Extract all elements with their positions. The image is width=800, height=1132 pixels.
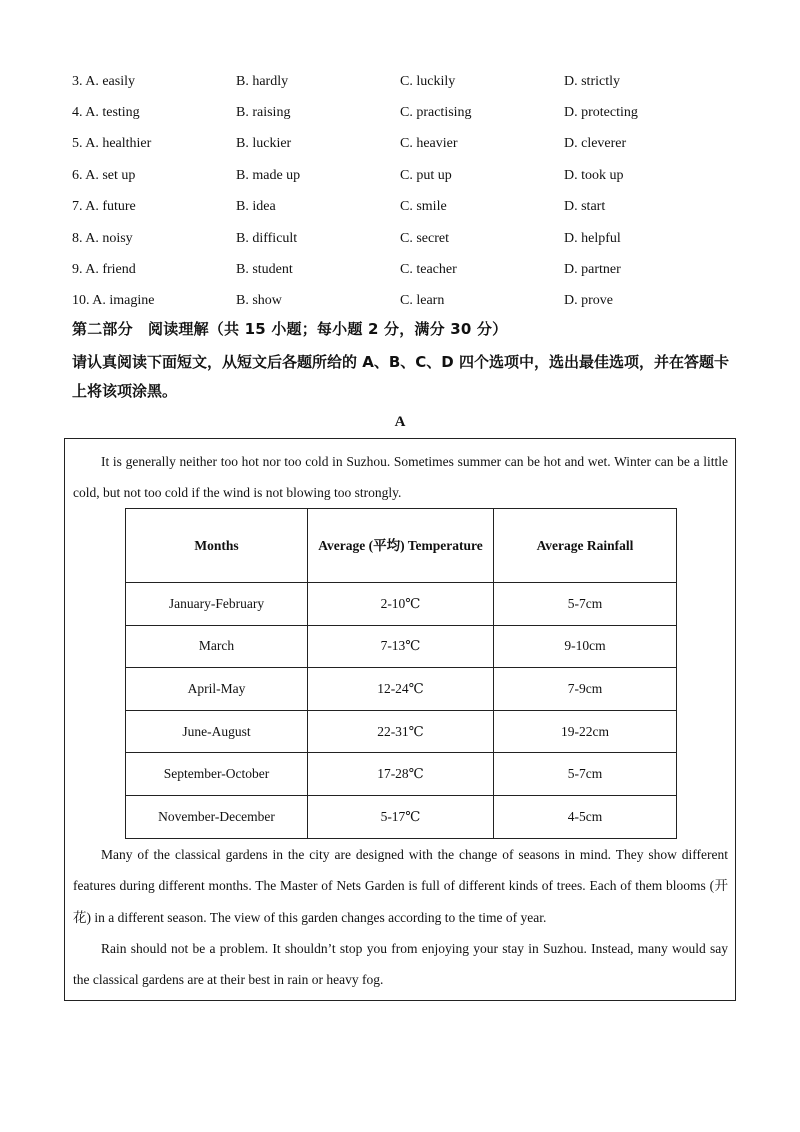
table-cell: June-August <box>126 710 308 753</box>
table-cell: 5-7cm <box>494 753 677 796</box>
table-row <box>126 625 677 668</box>
option: C. learn <box>400 293 445 309</box>
table-header: Months <box>126 509 308 583</box>
passage-paragraph: Many of the classical gardens in the city are designed with the change of seasons in mind. They show different features during different months. The Master of Nets Garden is full of different kinds of trees. Each of them blooms (开花) in a different season. The view of this garden changes according to the time of year. <box>73 847 728 925</box>
option: D. strictly <box>564 73 620 89</box>
table-cell: November-December <box>126 795 308 838</box>
table-cell: 5-17℃ <box>308 795 494 838</box>
option: D. partner <box>564 262 621 278</box>
option: C. heavier <box>400 136 458 152</box>
table-cell: 19-22cm <box>494 710 677 753</box>
table-cell: 22-31℃ <box>308 710 494 753</box>
option-row <box>72 254 752 285</box>
passage-box <box>64 438 736 1001</box>
option-row <box>72 223 752 254</box>
option: B. luckier <box>236 136 292 152</box>
section-instructions: 请认真阅读下面短文，从短文后各题所给的 A、B、C、D 四个选项中，选出最佳选项，并在答题卡上将该项涂黑。 <box>72 353 729 400</box>
option: B. student <box>236 262 293 278</box>
table-cell: 17-28℃ <box>308 753 494 796</box>
table-cell: 5-7cm <box>494 583 677 626</box>
table-cell: 2-10℃ <box>308 583 494 626</box>
option: B. hardly <box>236 73 289 89</box>
climate-table <box>125 508 677 839</box>
table-row <box>126 668 677 711</box>
passage-paragraph: Rain should not be a problem. It shouldn’t stop you from enjoying your stay in Suzhou. Instead, many would say the classical gardens are at their best in rain or heavy fog. <box>73 941 728 988</box>
table-cell: 9-10cm <box>494 625 677 668</box>
table-cell: January-February <box>126 583 308 626</box>
option: D. helpful <box>564 230 621 246</box>
option: D. cleverer <box>564 136 627 152</box>
table-header-row <box>126 509 677 583</box>
table-cell: 7-9cm <box>494 668 677 711</box>
option: D. protecting <box>564 105 638 121</box>
option-row <box>72 192 752 223</box>
table-row <box>126 710 677 753</box>
option: C. teacher <box>400 262 457 278</box>
table-cell: 7-13℃ <box>308 625 494 668</box>
option-row <box>72 286 752 317</box>
table-row <box>126 753 677 796</box>
option: D. prove <box>564 293 613 309</box>
option: 8. A. noisy <box>72 230 133 246</box>
table-row <box>126 795 677 838</box>
option: C. practising <box>400 105 472 121</box>
option: 9. A. friend <box>72 262 136 278</box>
table-cell: April-May <box>126 668 308 711</box>
answer-options <box>72 66 752 317</box>
table-cell: 4-5cm <box>494 795 677 838</box>
option: B. made up <box>236 167 301 183</box>
table-cell: September-October <box>126 753 308 796</box>
option: 3. A. easily <box>72 73 135 89</box>
table-row <box>126 583 677 626</box>
option: 10. A. imagine <box>72 293 155 309</box>
option: C. put up <box>400 167 452 183</box>
option-row <box>72 97 752 128</box>
option-row <box>72 66 752 97</box>
option: D. took up <box>564 167 624 183</box>
table-header: Average Rainfall <box>494 509 677 583</box>
table-cell: 12-24℃ <box>308 668 494 711</box>
passage-paragraph: It is generally neither too hot nor too cold in Suzhou. Sometimes summer can be hot and wet. Winter can be a little cold, but not too cold if the wind is not blowing too strongly. <box>73 454 728 501</box>
option-row <box>72 160 752 191</box>
table-header: Average (平均) Temperature <box>308 509 494 583</box>
option: B. raising <box>236 105 291 121</box>
option: 6. A. set up <box>72 167 136 183</box>
passage-label: A <box>394 414 406 430</box>
option: C. smile <box>400 199 447 215</box>
option: 7. A. future <box>72 199 136 215</box>
option: B. idea <box>236 199 276 215</box>
option: C. luckily <box>400 73 456 89</box>
option: C. secret <box>400 230 449 246</box>
option: D. start <box>564 199 606 215</box>
table-cell: March <box>126 625 308 668</box>
option-row <box>72 129 752 160</box>
option: 5. A. healthier <box>72 136 152 152</box>
option: B. difficult <box>236 230 298 246</box>
option: 4. A. testing <box>72 105 140 121</box>
section-title: 第二部分 阅读理解（共 15 小题；每小题 2 分，满分 30 分） <box>72 320 508 338</box>
option: B. show <box>236 293 282 309</box>
